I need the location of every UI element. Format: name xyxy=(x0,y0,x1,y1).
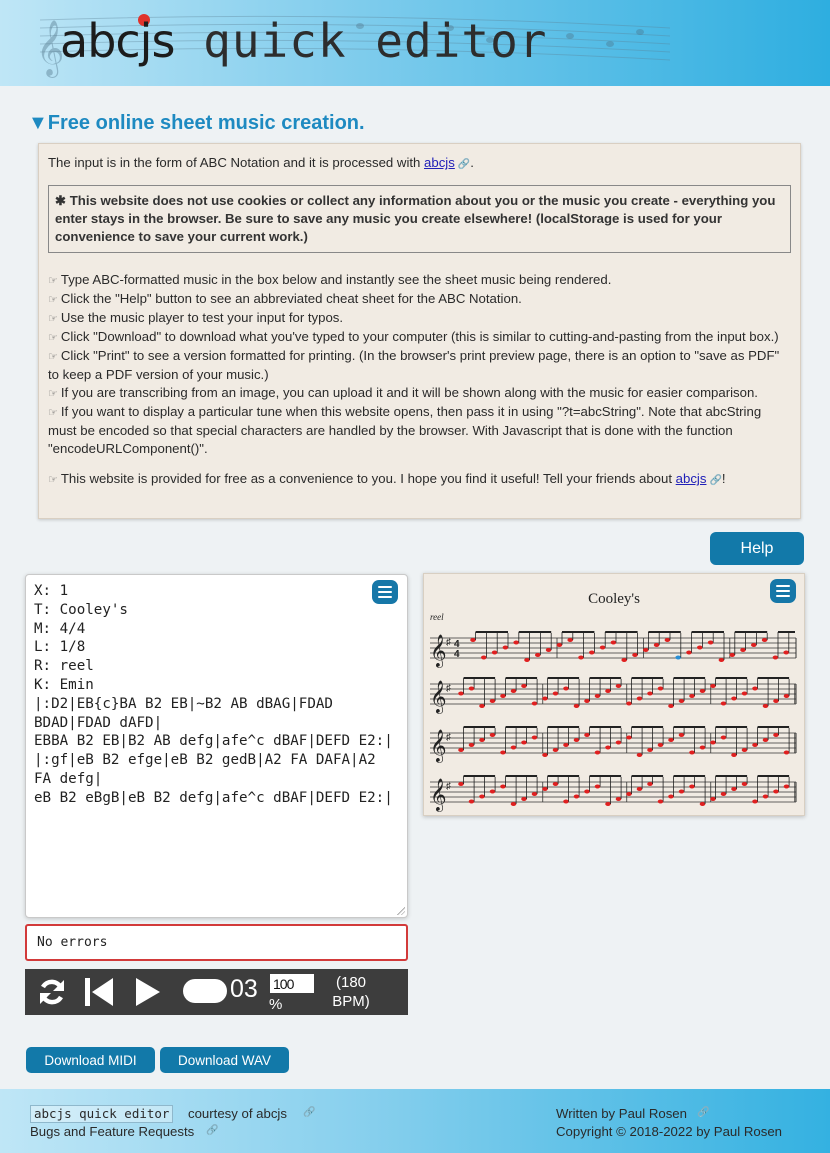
note-head xyxy=(605,746,611,750)
note-head xyxy=(616,741,622,745)
note-head xyxy=(563,800,569,804)
note-head xyxy=(492,651,498,655)
note-head xyxy=(731,787,737,791)
tempo-percent-label: % xyxy=(269,996,283,1013)
note-head xyxy=(762,638,768,642)
note-head xyxy=(731,753,737,757)
note-head xyxy=(511,746,517,750)
note-head xyxy=(752,743,758,747)
abcjs-link[interactable]: abcjs xyxy=(424,155,455,170)
note-head xyxy=(458,782,464,786)
note-head xyxy=(521,797,527,801)
note-head xyxy=(721,792,727,796)
intro-text: The input is in the form of ABC Notation and it is processed with xyxy=(48,155,425,170)
note-head xyxy=(689,751,695,755)
site-header xyxy=(0,0,830,86)
note-head xyxy=(563,687,569,691)
note-head xyxy=(584,699,590,703)
note-head xyxy=(490,790,496,794)
note-head xyxy=(729,653,735,657)
note-head xyxy=(710,741,716,745)
author-link[interactable]: Written by Paul Rosen xyxy=(556,1106,687,1121)
pointing-hand-icon: ☞ xyxy=(48,294,58,306)
note-head xyxy=(500,785,506,789)
site-logo: abcjs quick editor xyxy=(60,14,548,68)
note-head xyxy=(658,687,664,691)
note-head xyxy=(654,643,660,647)
note-head xyxy=(626,702,632,706)
note-head xyxy=(542,697,548,701)
note-head xyxy=(632,653,638,657)
note-head xyxy=(773,733,779,737)
note-head xyxy=(574,738,580,742)
help-button[interactable]: Help xyxy=(710,532,804,565)
note-head xyxy=(521,684,527,688)
note-head xyxy=(637,697,643,701)
rhythm-label: reel xyxy=(430,612,444,622)
loop-icon[interactable] xyxy=(35,975,69,1009)
note-head xyxy=(679,790,685,794)
note-head xyxy=(679,699,685,703)
note-head xyxy=(490,733,496,737)
site-footer xyxy=(0,1089,830,1153)
note-head xyxy=(595,751,601,755)
note-head xyxy=(784,694,790,698)
note-head xyxy=(469,800,475,804)
spacer xyxy=(48,458,791,470)
list-item: ☞ Click the "Help" button to see an abbreviated cheat sheet for the ABC Notation. xyxy=(48,291,522,306)
time-signature: 4 xyxy=(454,639,460,650)
note-head xyxy=(626,736,632,740)
intro-end: . xyxy=(470,155,474,170)
note-head xyxy=(637,787,643,791)
note-head xyxy=(469,687,475,691)
instructions-list xyxy=(48,271,791,490)
note-head xyxy=(708,641,714,645)
copyright-text: Copyright © 2018-2022 by Paul Rosen xyxy=(556,1124,782,1139)
note-head xyxy=(740,648,746,652)
note-head xyxy=(532,702,538,706)
editor-menu-icon[interactable] xyxy=(372,580,398,604)
tune-title: Cooley's xyxy=(588,591,640,607)
note-head xyxy=(742,748,748,752)
note-head xyxy=(710,797,716,801)
abc-input[interactable] xyxy=(26,575,407,917)
list-item: ☞ This website is provided for free as a convenience to you. I hope you find it useful! Tell your friends about abcjs 🔗! xyxy=(48,471,726,486)
external-link-icon: 🔗 xyxy=(457,159,471,170)
note-head xyxy=(686,651,692,655)
note-head xyxy=(752,687,758,691)
abcjs-link[interactable]: abcjs xyxy=(675,471,707,486)
note-head xyxy=(567,638,573,642)
external-link-icon: 🔗 xyxy=(206,1125,219,1136)
note-head xyxy=(521,741,527,745)
note-head xyxy=(595,785,601,789)
note-head xyxy=(647,692,653,696)
note-head xyxy=(542,787,548,791)
note-head xyxy=(647,748,653,752)
list-item: ☞ If you are transcribing from an image, you can upload it and it will be shown along with the music for easier comparison. xyxy=(48,385,758,400)
note-head xyxy=(524,658,530,662)
note-head xyxy=(458,748,464,752)
download-midi-button[interactable]: Download MIDI xyxy=(26,1047,155,1073)
note-head xyxy=(721,702,727,706)
note-head xyxy=(626,792,632,796)
note-head xyxy=(553,692,559,696)
pointing-hand-icon: ☞ xyxy=(48,407,58,419)
note-head xyxy=(689,694,695,698)
note-head xyxy=(513,641,519,645)
note-head xyxy=(742,782,748,786)
list-item: ☞ Click "Print" to see a version formatted for printing. (In the browser's print preview page, there is an option to "save as PDF" to keep a PDF version of your music.) xyxy=(48,348,780,382)
sheet-music-render xyxy=(424,574,806,817)
note-head xyxy=(700,802,706,806)
note-head xyxy=(784,785,790,789)
audio-player xyxy=(25,969,408,1015)
note-head xyxy=(611,641,617,645)
note-head xyxy=(500,694,506,698)
note-head xyxy=(589,651,595,655)
note-head xyxy=(616,797,622,801)
note-head xyxy=(553,748,559,752)
note-head xyxy=(773,656,779,660)
note-head xyxy=(752,800,758,804)
pointing-hand-icon: ☞ xyxy=(48,474,58,486)
note-head xyxy=(679,733,685,737)
external-link-icon: 🔗 xyxy=(303,1107,316,1118)
note-head xyxy=(668,795,674,799)
note-head xyxy=(479,704,485,708)
note-head xyxy=(668,738,674,742)
external-link-icon: 🔗 xyxy=(709,475,722,486)
note-head xyxy=(563,743,569,747)
note-head xyxy=(689,785,695,789)
note-head xyxy=(658,800,664,804)
treble-clef-icon: 𝄞 xyxy=(430,729,447,762)
note-head xyxy=(700,746,706,750)
footer-courtesy-link[interactable]: courtesy of abcjs xyxy=(188,1106,287,1121)
note-head xyxy=(616,684,622,688)
abc-editor-container xyxy=(25,574,408,918)
note-head xyxy=(578,656,584,660)
pointing-hand-icon: ☞ xyxy=(48,388,58,400)
external-link-icon: 🔗 xyxy=(697,1107,710,1118)
note-head xyxy=(668,704,674,708)
pointing-hand-icon: ☞ xyxy=(48,332,58,344)
treble-clef-icon: 𝄞 xyxy=(36,20,65,76)
intro-paragraph xyxy=(48,154,791,174)
note-head xyxy=(470,638,476,642)
download-wav-button[interactable]: Download WAV xyxy=(160,1047,289,1073)
note-head xyxy=(605,802,611,806)
note-head xyxy=(532,736,538,740)
section-toggle-title[interactable]: ▼Free online sheet music creation. xyxy=(28,112,365,134)
pointing-hand-icon: ☞ xyxy=(48,313,58,325)
playback-time: 03 xyxy=(230,975,258,1003)
note-head xyxy=(584,733,590,737)
note-head xyxy=(763,795,769,799)
note-head xyxy=(490,699,496,703)
note-head xyxy=(532,792,538,796)
note-head xyxy=(719,658,725,662)
note-head xyxy=(458,692,464,696)
note-head xyxy=(647,782,653,786)
tempo-input[interactable] xyxy=(270,974,314,993)
note-head xyxy=(546,648,552,652)
note-head xyxy=(479,738,485,742)
note-head xyxy=(643,648,649,652)
note-head xyxy=(557,643,563,647)
note-head xyxy=(665,638,671,642)
treble-clef-icon: 𝄞 xyxy=(430,634,447,667)
note-head xyxy=(783,651,789,655)
info-panel xyxy=(38,143,801,519)
note-head xyxy=(542,753,548,757)
note-head xyxy=(763,738,769,742)
note-head xyxy=(605,689,611,693)
play-icon[interactable] xyxy=(133,976,163,1008)
note-head xyxy=(697,646,703,650)
bugs-link[interactable]: Bugs and Feature Requests xyxy=(30,1124,195,1139)
note-head xyxy=(637,753,643,757)
note-head xyxy=(511,802,517,806)
bpm-label: (180 BPM) xyxy=(332,974,370,1010)
note-head xyxy=(773,790,779,794)
key-sharp-icon: ♯ xyxy=(446,637,451,648)
privacy-notice: ✱ This website does not use cookies or collect any information about you or the music you create - everything you enter stays in the browser. Be sure to save any music you create elsewhere! (localStorage is used for your convenience to save your current work.) xyxy=(48,185,791,253)
note-head xyxy=(553,782,559,786)
note-head xyxy=(763,704,769,708)
note-head xyxy=(574,704,580,708)
progress-slider[interactable] xyxy=(183,979,227,1003)
list-item: ☞ Use the music player to test your input for typos. xyxy=(48,310,344,325)
note-head xyxy=(751,643,757,647)
note-head xyxy=(700,689,706,693)
time-signature: 4 xyxy=(454,649,460,660)
note-head xyxy=(595,694,601,698)
note-head xyxy=(721,736,727,740)
note-head xyxy=(535,653,541,657)
restart-icon[interactable] xyxy=(83,976,115,1008)
note-head xyxy=(469,743,475,747)
key-sharp-icon: ♯ xyxy=(446,781,451,792)
sheet-music-panel xyxy=(423,573,805,816)
note-head xyxy=(773,699,779,703)
note-head xyxy=(658,743,664,747)
list-item: ☞ Click "Download" to download what you've typed to your computer (this is similar to cutting-and-pasting from the input box.) xyxy=(48,329,779,344)
note-head xyxy=(479,795,485,799)
note-head xyxy=(731,697,737,701)
list-item: ☞ Type ABC-formatted music in the box below and instantly see the sheet music being rendered. xyxy=(48,272,612,287)
treble-clef-icon: 𝄞 xyxy=(430,778,447,811)
note-head xyxy=(600,646,606,650)
note-head xyxy=(574,795,580,799)
resize-handle-icon[interactable] xyxy=(397,907,405,915)
pointing-hand-icon: ☞ xyxy=(48,275,58,287)
note-head xyxy=(481,656,487,660)
note-head xyxy=(621,658,627,662)
list-item: ☞ If you want to display a particular tune when this website opens, then pass it in using "?t=abcString". Note that abcString must be encoded so that special characters are handled by the browser. With Javascript that is done with the function "encodeURLComponent()". xyxy=(48,404,762,456)
key-sharp-icon: ♯ xyxy=(446,683,451,694)
sheet-menu-icon[interactable] xyxy=(770,579,796,603)
note-head xyxy=(710,684,716,688)
note-head xyxy=(784,751,790,755)
note-head xyxy=(584,790,590,794)
key-sharp-icon: ♯ xyxy=(446,732,451,743)
error-display: No errors xyxy=(25,924,408,961)
note-head xyxy=(503,646,509,650)
note-head xyxy=(742,692,748,696)
treble-clef-icon: 𝄞 xyxy=(430,680,447,713)
note-head xyxy=(511,689,517,693)
note-head xyxy=(500,751,506,755)
pointing-hand-icon: ☞ xyxy=(48,351,58,363)
note-head xyxy=(675,656,681,660)
footer-product-name: abcjs quick editor xyxy=(30,1105,173,1123)
